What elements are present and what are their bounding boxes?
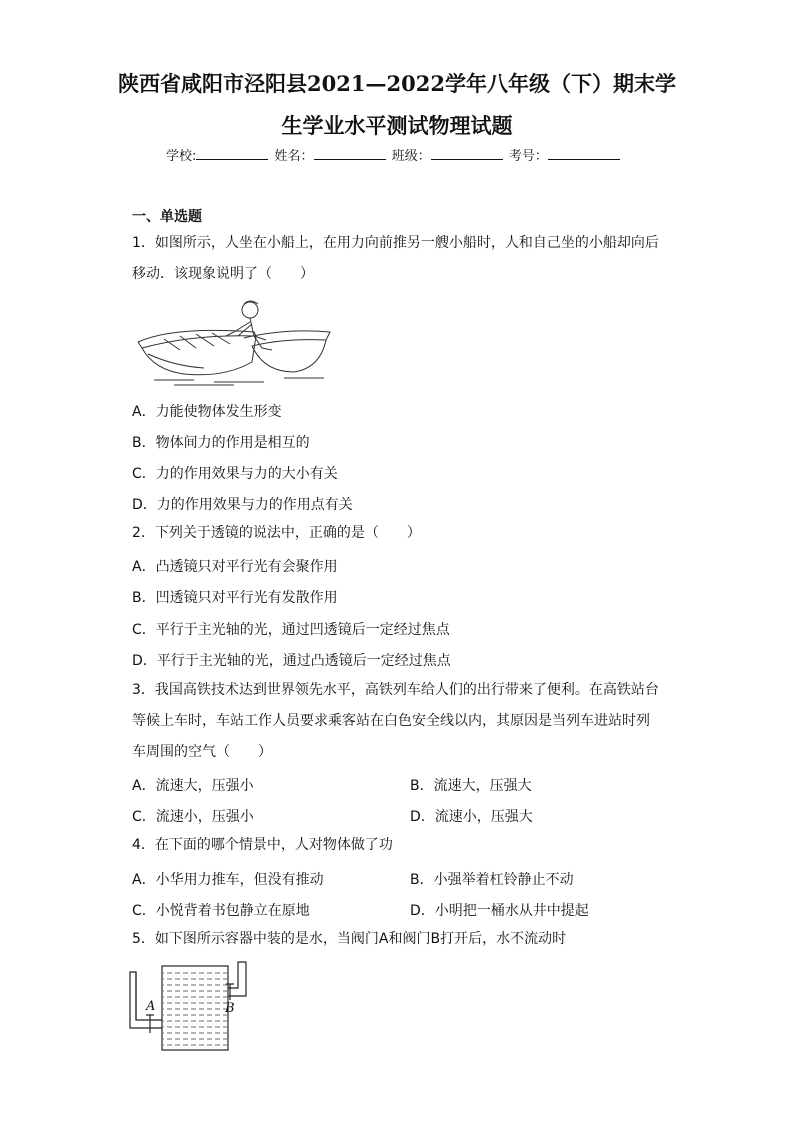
question-4-option-c[interactable]: C．小悦背着书包静立在原地: [132, 903, 310, 919]
exam-title-line1: 陕西省咸阳市泾阳县2021—2022学年八年级（下）期末学: [118, 71, 676, 96]
question-3-option-d[interactable]: D．流速小，压强大: [410, 809, 533, 825]
question-3-line1: 3．我国高铁技术达到世界领先水平，高铁列车给人们的出行带来了便利。在高铁站台: [132, 682, 659, 698]
question-2-option-b[interactable]: B．凹透镜只对平行光有发散作用: [132, 590, 338, 606]
question-3-line3: 车周围的空气（ ）: [132, 744, 272, 760]
class-blank[interactable]: [431, 147, 503, 160]
question-3-line2: 等候上车时，车站工作人员要求乘客站在白色安全线以内，其原因是当列车进站时列: [132, 713, 650, 729]
question-2-option-d[interactable]: D．平行于主光轴的光，通过凸透镜后一定经过焦点: [132, 653, 451, 669]
school-blank[interactable]: [196, 147, 268, 160]
valve-b-label: B: [225, 1001, 235, 1016]
question-1-option-b[interactable]: B．物体间力的作用是相互的: [132, 435, 310, 451]
school-label: 学校:: [166, 149, 197, 164]
valve-a-label: A: [146, 999, 156, 1014]
student-info-row: [166, 145, 622, 164]
name-label: 姓名：: [274, 149, 314, 164]
exam-number-blank[interactable]: [548, 147, 620, 160]
question-5-line1: 5．如下图所示容器中装的是水，当阀门A和阀门B打开后，水不流动时: [132, 931, 567, 947]
question-3-option-b[interactable]: B．流速大，压强大: [410, 778, 532, 794]
question-4-line1: 4．在下面的哪个情景中，人对物体做了功: [132, 837, 393, 853]
section-title: 一、单选题: [132, 209, 202, 225]
question-1-option-d[interactable]: D．力的作用效果与力的作用点有关: [132, 497, 353, 513]
question-1-line2: 移动．该现象说明了（ ）: [132, 266, 314, 282]
class-label: 班级：: [391, 149, 431, 164]
question-2-line1: 2．下列关于透镜的说法中，正确的是（ ）: [132, 525, 421, 541]
name-blank[interactable]: [314, 147, 386, 160]
question-2-option-a[interactable]: A．凸透镜只对平行光有会聚作用: [132, 559, 338, 575]
boat-figure: [134, 292, 336, 388]
question-1-line1: 1．如图所示，人坐在小船上，在用力向前推另一艘小船时，人和自己坐的小船却向后: [132, 235, 659, 251]
exam-number-label: 考号：: [508, 149, 548, 164]
question-1-option-a[interactable]: A．力能使物体发生形变: [132, 404, 282, 420]
question-3-option-a[interactable]: A．流速大，压强小: [132, 778, 254, 794]
exam-title-line2: 生学业水平测试物理试题: [281, 113, 513, 138]
container-valve-figure: [126, 958, 254, 1054]
question-4-option-b[interactable]: B．小强举着杠铃静止不动: [410, 872, 574, 888]
question-4-option-a[interactable]: A．小华用力推车，但没有推动: [132, 872, 324, 888]
question-4-option-d[interactable]: D．小明把一桶水从井中提起: [410, 903, 589, 919]
question-3-option-c[interactable]: C．流速小，压强小: [132, 809, 254, 825]
question-2-option-c[interactable]: C．平行于主光轴的光，通过凹透镜后一定经过焦点: [132, 622, 450, 638]
question-1-option-c[interactable]: C．力的作用效果与力的大小有关: [132, 466, 338, 482]
